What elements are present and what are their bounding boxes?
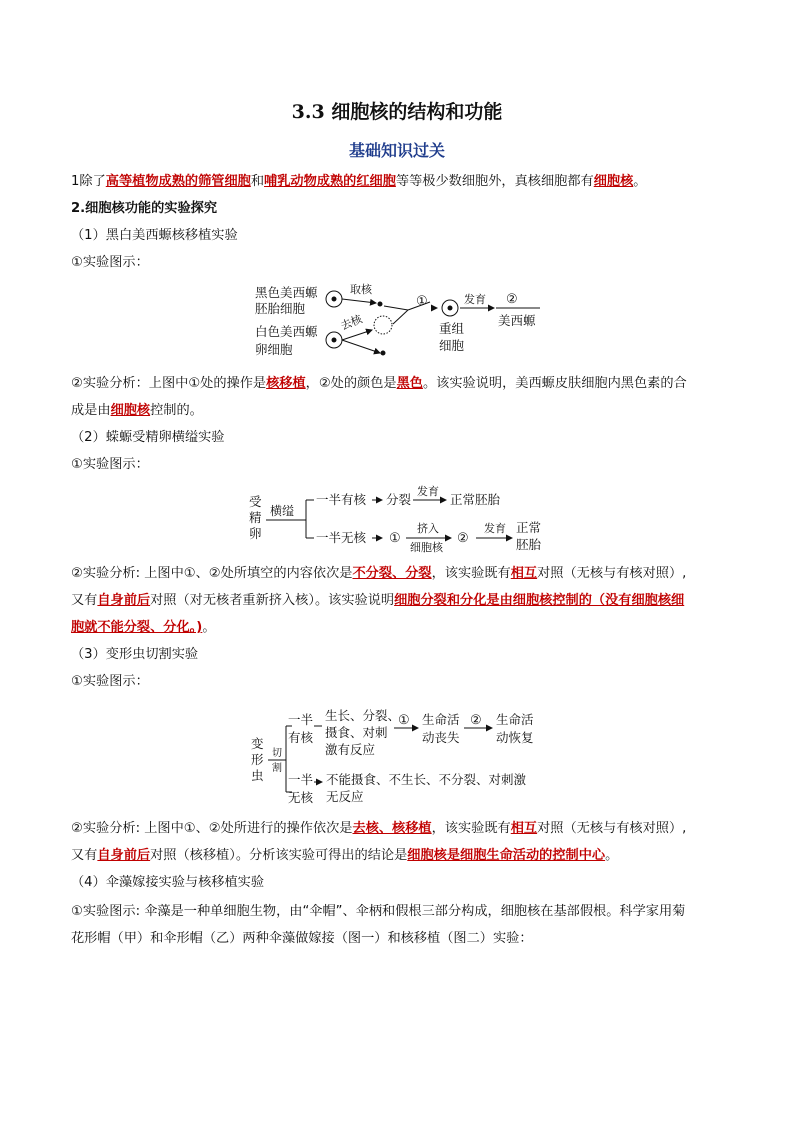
page-title: 3.3 细胞核的结构和功能 — [291, 101, 503, 123]
label-division: 分裂 — [386, 492, 412, 507]
text: ，该实验既有 — [431, 566, 511, 581]
label-ligation: 横缢 — [270, 504, 295, 518]
answer-red-blood-cell: 哺乳动物成熟的红细胞 — [264, 174, 396, 189]
answer: 相互 — [510, 566, 538, 581]
label-develop: 发育 — [417, 485, 439, 498]
label-recombined: 重组 — [439, 321, 465, 336]
text: ②实验分析：上图中①处的操作是 — [71, 376, 267, 391]
connector — [393, 310, 408, 324]
nucleus-dot — [332, 338, 337, 343]
text: 和 — [250, 174, 265, 189]
label-normal-embryo: 正常胚胎 — [450, 492, 501, 507]
text: 1除了 — [71, 174, 106, 189]
s4-line1: ①实验图示: 伞藻是一种单细胞生物，由“伞帽”、伞柄和假根三部分构成，细胞核在基部假根。科学家用菊 — [71, 904, 686, 919]
text: 。 — [633, 174, 647, 189]
label-half: 一半 — [288, 772, 314, 787]
text: 对照（对无核者重新挤入核）。该实验说明 — [150, 593, 395, 608]
label-amoeba: 形 — [251, 752, 264, 767]
label-lost: 动丧失 — [422, 730, 460, 745]
text: 。 — [605, 848, 619, 863]
text: 控制的。 — [150, 403, 203, 418]
label-black-axolotl: 黑色美西螈 — [255, 285, 318, 300]
label-life-activity: 生命活 — [496, 712, 534, 727]
enucleated-egg-shape — [374, 316, 392, 334]
newt-egg-diagram — [246, 484, 546, 556]
label-feeding-stimulus: 摄食、对刺 — [325, 725, 388, 740]
label-with-nucleus: 有核 — [288, 730, 314, 745]
label-half-with-nucleus: 一半有核 — [316, 492, 367, 507]
paragraph-2: 2.细胞核功能的实验探究 — [71, 201, 218, 216]
text: 。 — [202, 620, 216, 635]
label-recovered: 动恢复 — [496, 730, 534, 745]
section-subtitle: 基础知识过关 — [348, 141, 445, 160]
label-embryo-cell: 胚胎细胞 — [255, 301, 306, 316]
blank-2: ② — [457, 531, 469, 546]
amoeba-diagram — [248, 704, 558, 808]
label-growth-division: 生长、分裂、 — [325, 708, 401, 723]
s3-figure-label: ①实验图示： — [71, 674, 149, 689]
text: 成是由 — [71, 403, 111, 418]
answer: 不分裂、分裂 — [352, 566, 432, 581]
label-egg-cell: 卵细胞 — [255, 342, 293, 357]
label-half: 一半 — [288, 712, 314, 727]
nucleus-dot — [378, 302, 383, 307]
text: 对照（无核与有核对照）, — [537, 821, 687, 836]
axolotl-diagram — [250, 280, 550, 366]
s2-analysis-line3 — [71, 618, 216, 638]
text: 对照（无核与有核对照）, — [537, 566, 687, 581]
label-cell: 细胞 — [439, 338, 465, 353]
answer: 自身前后 — [97, 848, 151, 863]
text: ，该实验既有 — [431, 821, 511, 836]
answer: 相互 — [510, 821, 538, 836]
answer-nucleus: 细胞核 — [593, 174, 634, 189]
answer: 胞就不能分裂、分化。) — [71, 620, 203, 635]
blank-1: ① — [389, 531, 401, 546]
nucleus-dot — [381, 351, 386, 356]
nucleus-dot — [332, 297, 337, 302]
label-half-without-nucleus: 一半无核 — [316, 530, 367, 545]
answer: 黑色 — [396, 376, 423, 391]
text: 等等极少数细胞外，真核细胞都有 — [395, 174, 594, 189]
nucleus-dot — [448, 306, 453, 311]
label-cut: 割 — [272, 763, 282, 774]
label-remove-nucleus: 去核 — [338, 312, 365, 333]
text: ，②处的颜色是 — [305, 376, 397, 391]
label-nucleus: 细胞核 — [410, 541, 443, 554]
answer: 细胞核是细胞生命活动的控制中心 — [407, 848, 606, 863]
label-egg: 卵 — [249, 526, 262, 541]
label-amoeba: 变 — [251, 736, 264, 751]
s2-analysis-line2 — [71, 591, 684, 611]
label-life-activity: 生命活 — [422, 712, 460, 727]
label-normal: 正常 — [516, 520, 542, 535]
arrow — [342, 299, 376, 303]
connector — [384, 306, 408, 310]
label-white-axolotl: 白色美西螈 — [255, 324, 318, 339]
s2-figure-label: ①实验图示： — [71, 457, 149, 472]
s1-heading: （1）黑白美西螈核移植实验 — [71, 228, 238, 243]
label-develop: 发育 — [484, 522, 506, 535]
label-responds: 激有反应 — [325, 742, 376, 757]
s4-line2: 花形帽（甲）和伞形帽（乙）两种伞藻做嫁接（图一）和核移植（图二）实验： — [71, 931, 533, 946]
s2-analysis-line1 — [71, 564, 686, 584]
blank-1: ① — [398, 713, 410, 728]
text: ②实验分析: 上图中①、②处所填空的内容依次是 — [71, 566, 353, 581]
label-fertilized: 精 — [249, 510, 262, 525]
blank-2: ② — [470, 713, 482, 728]
paragraph-1 — [71, 172, 646, 192]
label-embryo: 胚胎 — [516, 537, 542, 552]
label-axolotl: 美西螈 — [498, 313, 536, 328]
text: 。该实验说明，美西螈皮肤细胞内黑色素的合 — [422, 376, 687, 391]
s1-analysis-line1 — [71, 374, 687, 394]
answer: 去核、核移植 — [352, 821, 432, 836]
s2-heading: （2）蝾螈受精卵横缢实验 — [71, 430, 225, 445]
answer: 细胞核 — [110, 403, 151, 418]
arrow — [342, 340, 380, 353]
text: ②实验分析: 上图中①、②处所进行的操作依次是 — [71, 821, 353, 836]
text: 又有 — [71, 593, 98, 608]
s4-heading: （4）伞藻嫁接实验与核移植实验 — [71, 875, 265, 890]
label-amoeba: 虫 — [251, 768, 264, 783]
label-develop: 发育 — [464, 293, 486, 306]
label-cut: 切 — [272, 748, 282, 759]
label-take-nucleus: 取核 — [350, 283, 372, 296]
label-inject: 挤入 — [417, 522, 439, 535]
s3-analysis-line2 — [71, 846, 618, 866]
blank-2: ② — [506, 292, 518, 307]
s3-analysis-line1 — [71, 819, 686, 839]
s1-analysis-line2 — [71, 401, 203, 421]
s3-heading: （3）变形虫切割实验 — [71, 647, 199, 662]
blank-1: ① — [416, 294, 428, 309]
label-without-nucleus: 无核 — [288, 790, 314, 805]
answer: 核移植 — [266, 376, 306, 391]
label-fertilized: 受 — [249, 494, 262, 509]
answer-sieve-tube: 高等植物成熟的筛管细胞 — [105, 174, 251, 189]
text: 对照（核移植）。分析该实验可得出的结论是 — [150, 848, 408, 863]
answer: 细胞分裂和分化是由细胞核控制的（没有细胞核细 — [394, 593, 685, 608]
answer: 自身前后 — [97, 593, 151, 608]
text: 又有 — [71, 848, 98, 863]
label-no-response: 无反应 — [326, 789, 364, 804]
label-no-activity: 不能摄食、不生长、不分裂、对刺激 — [326, 772, 527, 787]
s1-figure-label: ①实验图示： — [71, 255, 149, 270]
